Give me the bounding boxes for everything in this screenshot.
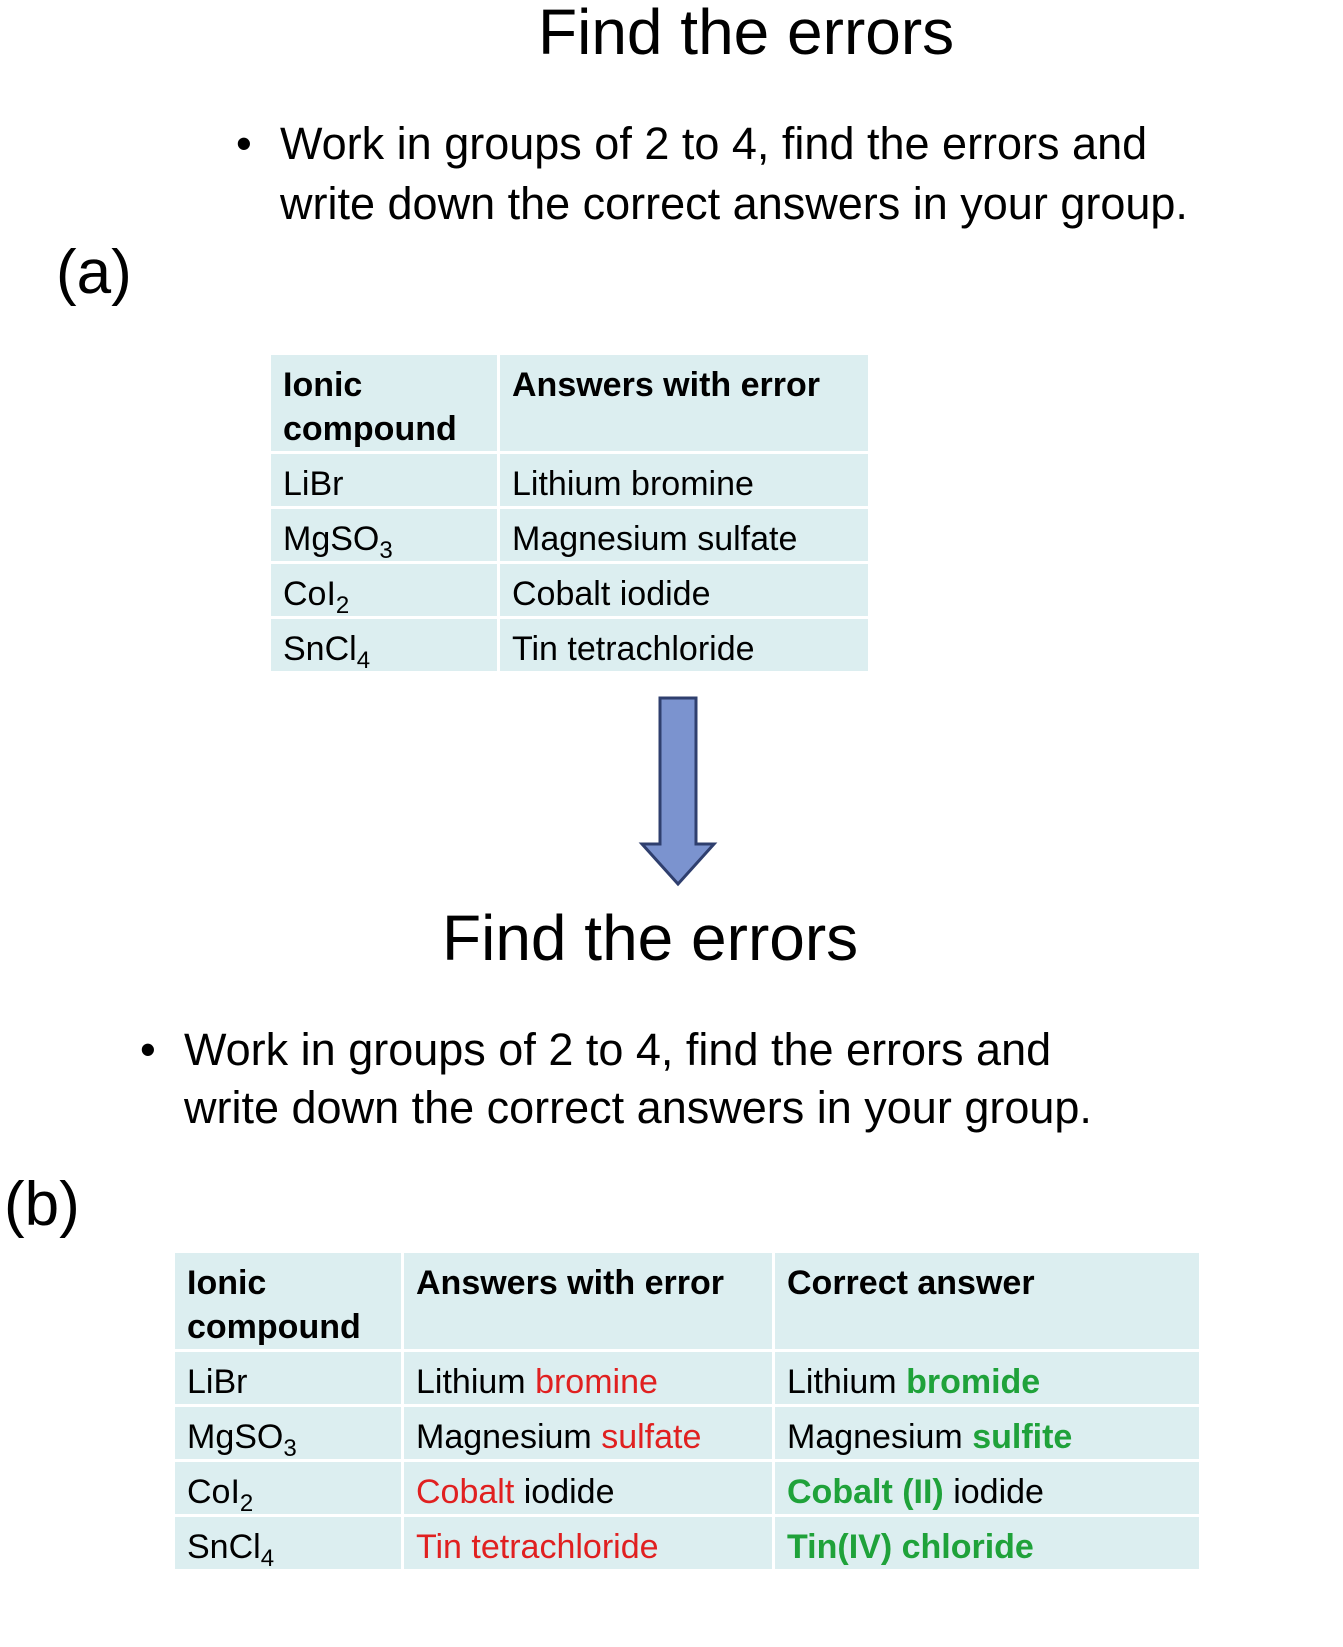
table-header-row — [271, 355, 868, 451]
answer-with-error-cell — [500, 619, 868, 671]
header-line2: compound — [187, 1308, 361, 1346]
panel-b-table — [172, 1250, 1202, 1572]
cell-text: Magnesium — [787, 1418, 973, 1456]
correction-highlight: sulfite — [972, 1418, 1073, 1456]
table-row — [271, 619, 868, 671]
cell-text: Magnesium sulfate — [512, 520, 798, 558]
formula-cell — [271, 564, 497, 619]
cell-text: Lithium — [787, 1363, 907, 1401]
cell-text: Tin tetrachloride — [512, 630, 755, 668]
table-row — [271, 454, 868, 506]
error-highlight: Tin tetrachloride — [416, 1528, 659, 1566]
header-line1: Ionic — [187, 1264, 267, 1302]
down-arrow-icon — [636, 694, 720, 888]
formula-cell — [175, 1517, 401, 1572]
panel-b-bullet-line2: write down the correct answers in your group. — [184, 1082, 1092, 1133]
error-highlight: Cobalt — [416, 1473, 515, 1511]
header-answers-with-error: Answers with error — [500, 355, 868, 451]
header-line2: compound — [283, 410, 457, 448]
header-line1: Ionic — [283, 366, 363, 404]
correction-highlight: Cobalt (II) — [787, 1473, 944, 1511]
panel-b-bullet-line1: Work in groups of 2 to 4, find the errors and — [184, 1024, 1052, 1075]
panel-a-bullet-line1: Work in groups of 2 to 4, find the errors and — [280, 118, 1148, 169]
answer-with-error-cell — [500, 509, 868, 561]
formula-text: CoI — [283, 575, 336, 613]
table-row — [175, 1517, 1199, 1569]
answer-with-error-cell — [404, 1462, 772, 1514]
formula-subscript: 4 — [356, 647, 371, 674]
panel-a-bullet-line2: write down the correct answers in your group. — [280, 178, 1188, 229]
formula-text: MgSO — [187, 1418, 284, 1456]
formula-subscript: 3 — [379, 537, 393, 564]
panel-a-bullet — [236, 114, 1336, 234]
formula-text: SnCl — [283, 630, 357, 668]
cell-text: Cobalt iodide — [512, 575, 711, 613]
panel-a-title: Find the errors — [538, 0, 955, 68]
formula-text: MgSO — [283, 520, 380, 558]
correction-highlight: Tin(IV) chloride — [787, 1528, 1034, 1566]
formula-text: LiBr — [283, 465, 344, 503]
correct-answer-cell — [775, 1407, 1199, 1459]
cell-text: iodide — [943, 1473, 1044, 1511]
header-ionic-compound — [175, 1253, 401, 1349]
cell-text: Lithium bromine — [512, 465, 754, 503]
header-ionic-compound — [271, 355, 497, 451]
panel-b-bullet — [140, 1020, 1290, 1140]
answer-with-error-cell — [500, 564, 868, 616]
bullet-marker: • — [140, 1024, 156, 1075]
formula-cell — [175, 1462, 401, 1517]
formula-text: LiBr — [187, 1363, 248, 1401]
formula-cell — [175, 1352, 401, 1404]
formula-subscript: 4 — [260, 1545, 275, 1572]
formula-subscript: 3 — [283, 1435, 297, 1462]
table-row — [175, 1407, 1199, 1459]
correct-answer-cell — [775, 1462, 1199, 1514]
error-highlight: bromine — [535, 1363, 658, 1401]
answer-with-error-cell — [404, 1352, 772, 1404]
formula-cell — [271, 454, 497, 506]
panel-b-label: (b) — [4, 1170, 80, 1239]
correct-answer-cell — [775, 1517, 1199, 1569]
panel-a-table — [268, 352, 871, 674]
cell-text: iodide — [514, 1473, 615, 1511]
formula-cell — [271, 619, 497, 674]
answer-with-error-cell — [404, 1407, 772, 1459]
table-header-row — [175, 1253, 1199, 1349]
table-row — [271, 564, 868, 616]
cell-text: Magnesium — [416, 1418, 602, 1456]
formula-cell — [271, 509, 497, 564]
panel-b-title: Find the errors — [442, 902, 859, 974]
formula-text: CoI — [187, 1473, 240, 1511]
correct-answer-cell — [775, 1352, 1199, 1404]
formula-cell — [175, 1407, 401, 1462]
formula-text: SnCl — [187, 1528, 261, 1566]
formula-subscript: 2 — [335, 592, 350, 619]
correction-highlight: bromide — [906, 1363, 1041, 1401]
panel-a-label: (a) — [56, 238, 132, 307]
bullet-marker: • — [236, 118, 252, 169]
table-row — [175, 1352, 1199, 1404]
table-row — [271, 509, 868, 561]
error-highlight: sulfate — [601, 1418, 702, 1456]
table-row — [175, 1462, 1199, 1514]
cell-text: Lithium — [416, 1363, 536, 1401]
header-answers-with-error: Answers with error — [404, 1253, 772, 1349]
header-correct-answer: Correct answer — [775, 1253, 1199, 1349]
answer-with-error-cell — [404, 1517, 772, 1569]
answer-with-error-cell — [500, 454, 868, 506]
formula-subscript: 2 — [239, 1490, 254, 1517]
